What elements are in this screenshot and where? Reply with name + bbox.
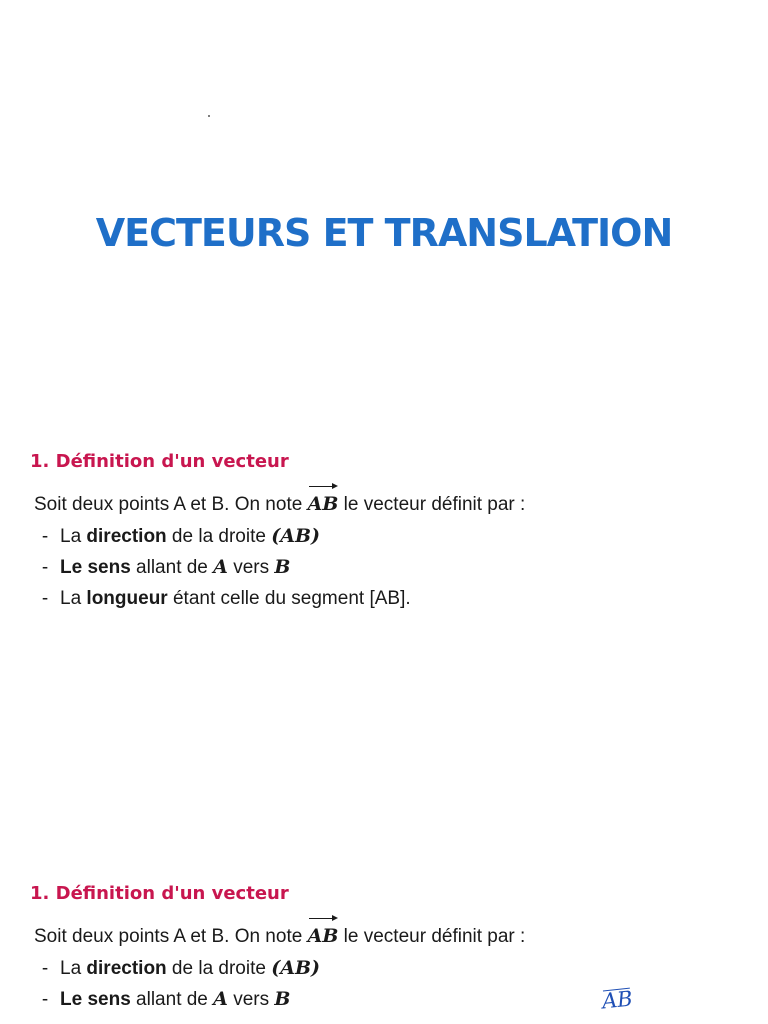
vector-ab-notation: AB — [308, 486, 339, 520]
section-heading: 1. Définition d'un vecteur — [30, 883, 289, 904]
item-math: B — [274, 988, 291, 1010]
item-text: allant de — [130, 557, 214, 578]
intro-text-after: le vecteur définit par : — [338, 494, 526, 515]
item-keyword: direction — [86, 526, 167, 547]
item-text: de la droite — [166, 526, 272, 547]
stray-dot — [208, 115, 210, 117]
item-text: étant celle du segment [AB]. — [167, 588, 411, 609]
item-keyword: longueur — [86, 588, 168, 609]
intro-text-before: Soit deux points A et B. On note — [34, 494, 308, 515]
property-list — [30, 521, 730, 614]
property-direction — [30, 521, 730, 552]
list-dash: - — [41, 588, 49, 609]
intro-text-after: le vecteur définit par : — [338, 926, 526, 947]
item-text: vers — [227, 557, 275, 578]
item-text: La — [60, 588, 87, 609]
item-math: (AB) — [271, 525, 321, 547]
item-math: A — [213, 988, 228, 1010]
property-direction — [30, 953, 730, 984]
item-text: La — [60, 958, 87, 979]
item-math: B — [274, 556, 291, 578]
item-text: allant de — [130, 989, 214, 1010]
item-keyword: Le sens — [60, 557, 131, 578]
vector-ab-notation: AB — [308, 918, 339, 952]
section-heading: 1. Définition d'un vecteur — [30, 451, 289, 472]
list-dash: - — [41, 526, 49, 547]
item-text: vers — [227, 989, 275, 1010]
handwritten-vector-annotation — [601, 986, 634, 1013]
item-math: (AB) — [271, 957, 321, 979]
item-keyword: direction — [86, 958, 167, 979]
page-title: VECTEURS ET TRANSLATION — [95, 211, 673, 256]
list-dash: - — [41, 989, 49, 1010]
definition-section-1 — [30, 448, 730, 614]
item-text: de la droite — [166, 958, 272, 979]
definition-intro — [34, 918, 730, 953]
list-dash: - — [41, 958, 49, 979]
item-keyword: Le sens — [60, 989, 131, 1010]
list-dash: - — [41, 557, 49, 578]
property-longueur — [30, 583, 730, 614]
annotation-text: AB — [600, 986, 634, 1014]
property-sens — [30, 552, 730, 583]
definition-intro — [34, 486, 730, 521]
item-math: A — [213, 556, 228, 578]
item-text: La — [60, 526, 87, 547]
intro-text-before: Soit deux points A et B. On note — [34, 926, 308, 947]
